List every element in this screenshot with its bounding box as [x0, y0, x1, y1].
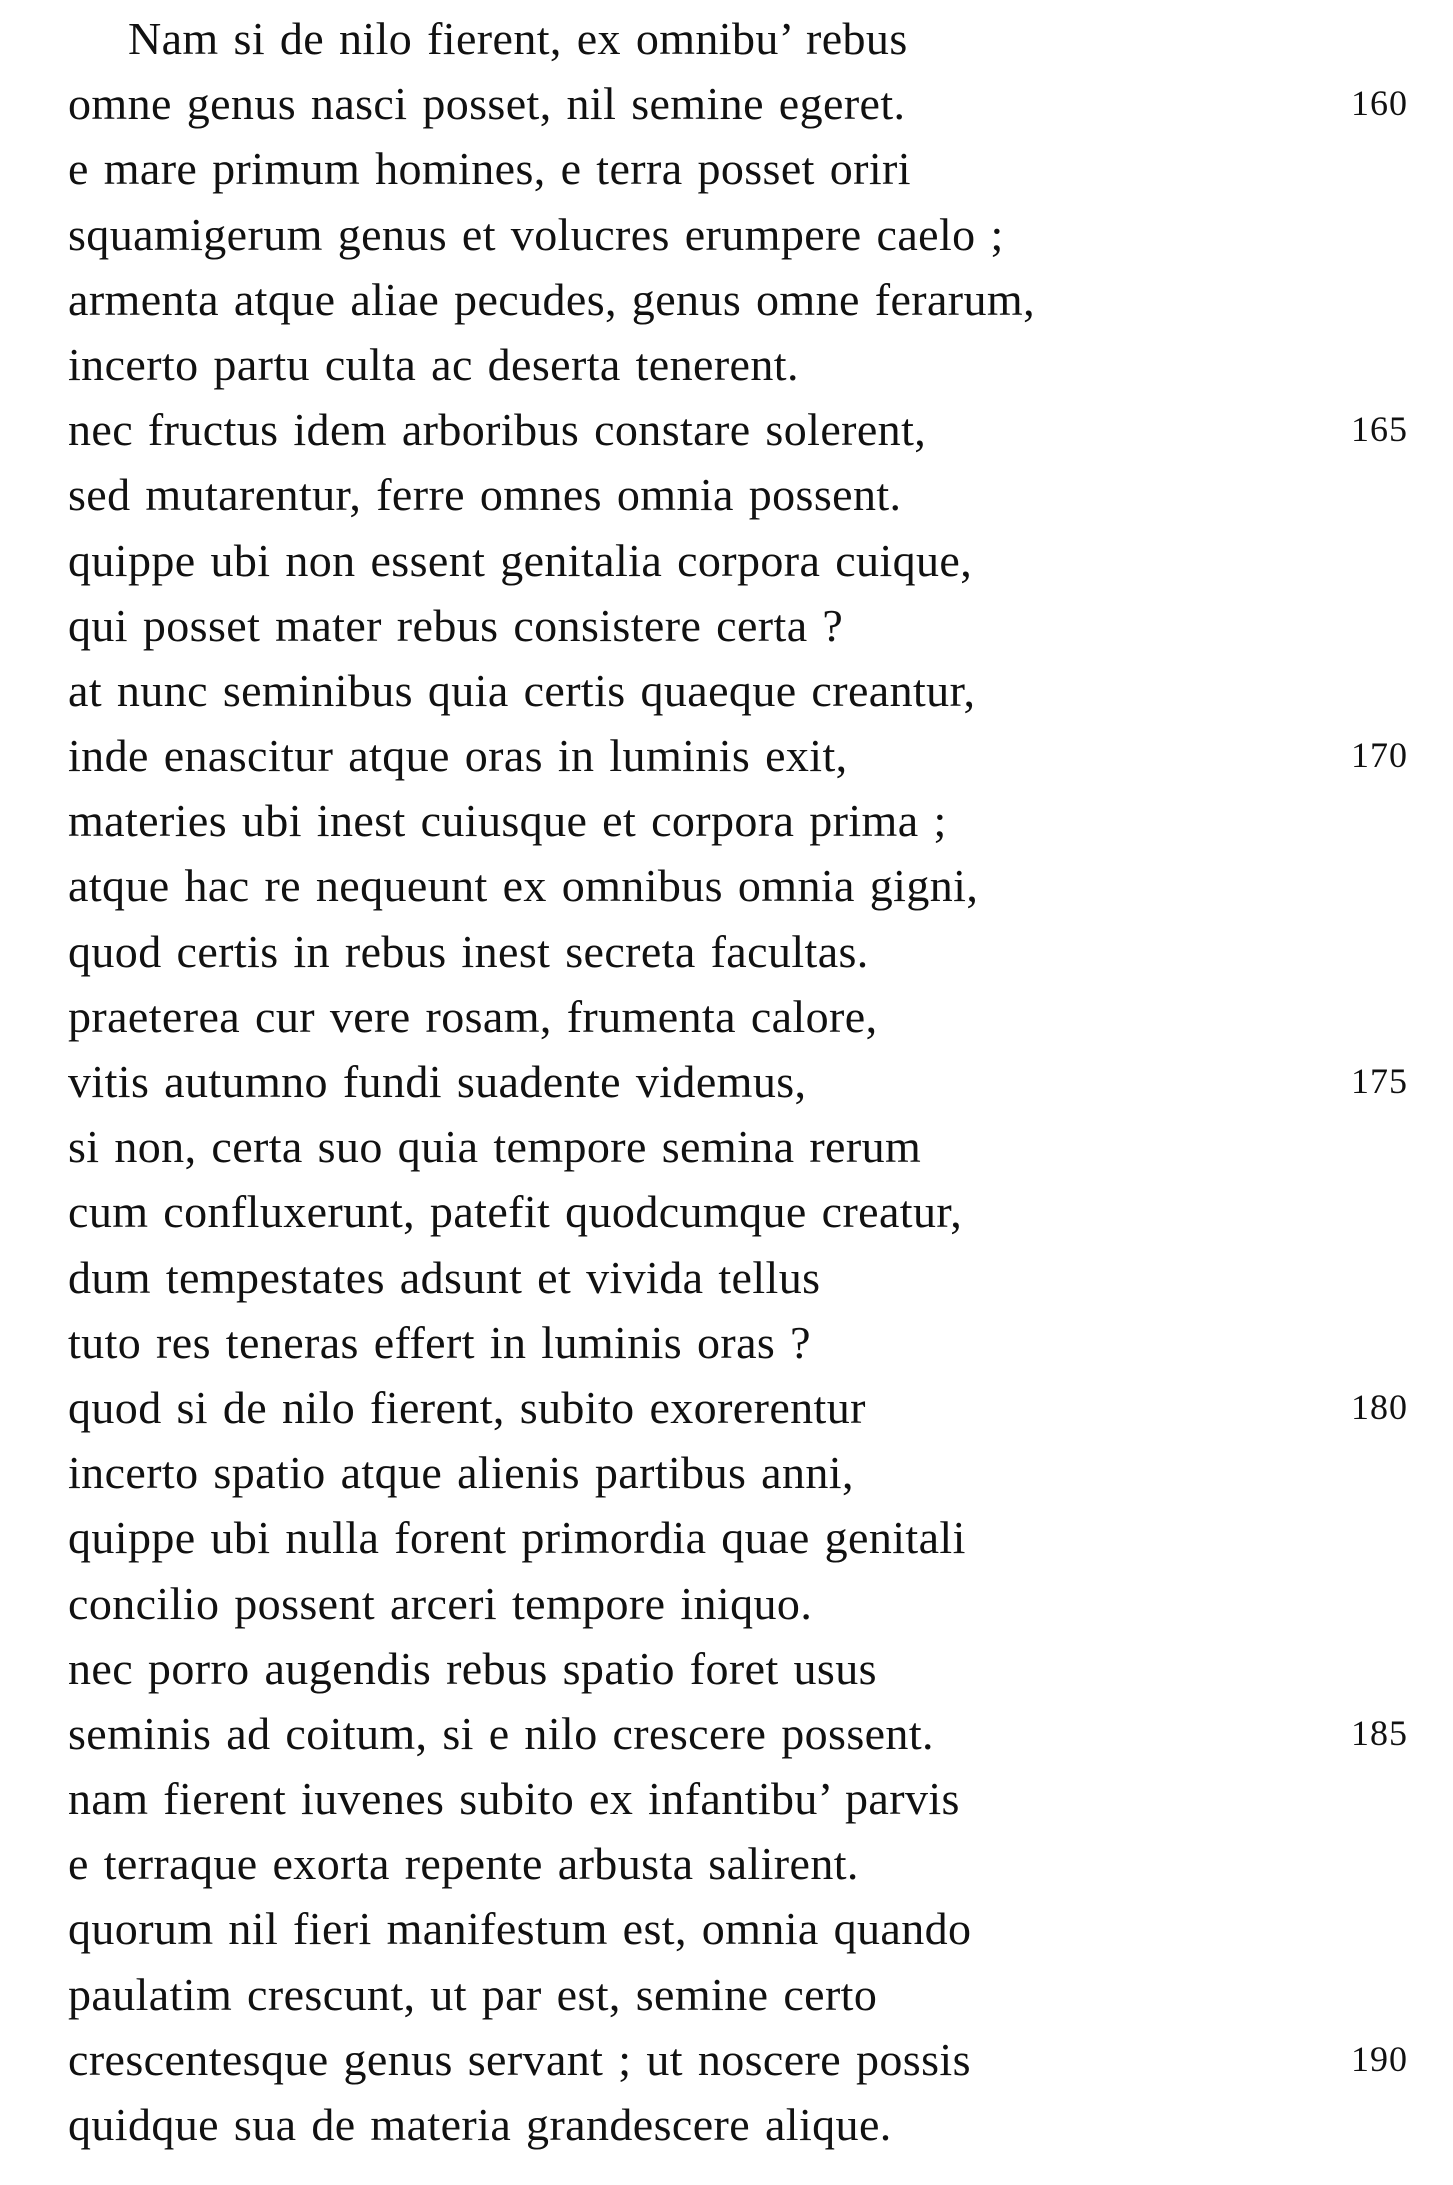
verse-text: quidque sua de materia grandescere alique.	[68, 2099, 892, 2150]
verse-line	[68, 919, 1408, 984]
verse-line	[68, 1831, 1408, 1896]
line-number: 180	[1351, 1386, 1408, 1427]
verse-text: quod si de nilo fierent, subito exorerentur	[68, 1381, 866, 1433]
verse-line	[68, 1310, 1408, 1375]
verse-text: concilio possent arceri tempore iniquo.	[68, 1577, 813, 1629]
line-number: 170	[1351, 735, 1408, 776]
verse-text: armenta atque aliae pecudes, genus omne ferarum,	[68, 273, 1035, 325]
verse-line	[68, 462, 1408, 527]
verse-line	[68, 6, 1408, 71]
verse-text: omne genus nasci posset, nil semine egeret.	[68, 78, 906, 130]
verse-text: praeterea cur vere rosam, frumenta calore,	[68, 990, 878, 1042]
verse-text: quorum nil fieri manifestum est, omnia quando	[68, 1903, 972, 1955]
verse-text: e mare primum homines, e terra posset oriri	[68, 143, 911, 195]
verse-text: cum confluxerunt, patefit quodcumque creatur,	[68, 1186, 963, 1238]
verse-line	[68, 136, 1408, 201]
verse-text: squamigerum genus et volucres erumpere caelo ;	[68, 208, 1004, 260]
verse-line	[68, 332, 1408, 397]
verse-line	[68, 723, 1408, 788]
line-number: 160	[1351, 83, 1408, 124]
verse-line	[68, 397, 1408, 462]
verse-text: paulatim crescunt, ut par est, semine certo	[68, 1968, 878, 2020]
verse-line	[68, 202, 1408, 267]
verse-text: incerto partu culta ac deserta tenerent.	[68, 338, 799, 390]
verse-text: atque hac re nequeunt ex omnibus omnia gigni,	[68, 860, 979, 912]
verse-text: nec porro augendis rebus spatio foret usus	[68, 1642, 877, 1694]
verse-text: nec fructus idem arboribus constare solerent,	[68, 404, 927, 456]
verse-line	[68, 788, 1408, 853]
verse-line	[68, 1505, 1408, 1570]
verse-text: at nunc seminibus quia certis quaeque creantur,	[68, 664, 976, 716]
verse-text: tuto res teneras effert in luminis oras ?	[68, 1316, 811, 1368]
verse-text: si non, certa suo quia tempore semina rerum	[68, 1121, 922, 1173]
line-number: 185	[1351, 1712, 1408, 1753]
line-number: 175	[1351, 1061, 1408, 1101]
line-number: 165	[1351, 409, 1408, 450]
verse-line	[68, 1245, 1408, 1310]
verse-line	[68, 1701, 1408, 1766]
verse-text: materies ubi inest cuiusque et corpora prima ;	[68, 795, 947, 847]
verse-text: quod certis in rebus inest secreta facultas.	[68, 925, 869, 977]
verse-text: crescentesque genus servant ; ut noscere possis	[68, 2033, 971, 2085]
verse-line	[68, 984, 1408, 1049]
verse-line	[68, 593, 1408, 658]
verse-text: quippe ubi nulla forent primordia quae genitali	[68, 1512, 966, 1564]
verse-line	[68, 1114, 1408, 1179]
verse-text: dum tempestates adsunt et vivida tellus	[68, 1251, 821, 1303]
verse-line	[68, 1962, 1408, 2027]
line-number: 190	[1351, 2038, 1408, 2079]
poem-text-block	[68, 6, 1408, 2157]
verse-line	[68, 658, 1408, 723]
verse-text: sed mutarentur, ferre omnes omnia possent.	[68, 469, 902, 521]
verse-line	[68, 267, 1408, 332]
verse-text: vitis autumno fundi suadente videmus,	[68, 1056, 807, 1107]
verse-line	[68, 1766, 1408, 1831]
verse-line	[68, 1571, 1408, 1636]
verse-line	[68, 528, 1408, 593]
verse-text: inde enascitur atque oras in luminis exit,	[68, 730, 848, 782]
verse-line	[68, 71, 1408, 136]
verse-text: seminis ad coitum, si e nilo crescere possent.	[68, 1707, 934, 1759]
verse-line	[68, 853, 1408, 918]
verse-line	[68, 2027, 1408, 2092]
verse-line	[68, 1636, 1408, 1701]
verse-text: quippe ubi non essent genitalia corpora cuique,	[68, 534, 973, 586]
verse-text: Nam si de nilo fierent, ex omnibu’ rebus	[128, 13, 908, 64]
verse-text: incerto spatio atque alienis partibus anni,	[68, 1447, 854, 1499]
verse-line	[68, 2092, 1408, 2157]
verse-line	[68, 1440, 1408, 1505]
verse-line	[68, 1179, 1408, 1244]
verse-line	[68, 1896, 1408, 1961]
verse-text: qui posset mater rebus consistere certa ?	[68, 599, 844, 651]
verse-line	[68, 1375, 1408, 1440]
verse-text: nam fierent iuvenes subito ex infantibu’ parvis	[68, 1773, 960, 1825]
verse-line	[68, 1049, 1408, 1114]
verse-text: e terraque exorta repente arbusta salirent.	[68, 1838, 859, 1890]
